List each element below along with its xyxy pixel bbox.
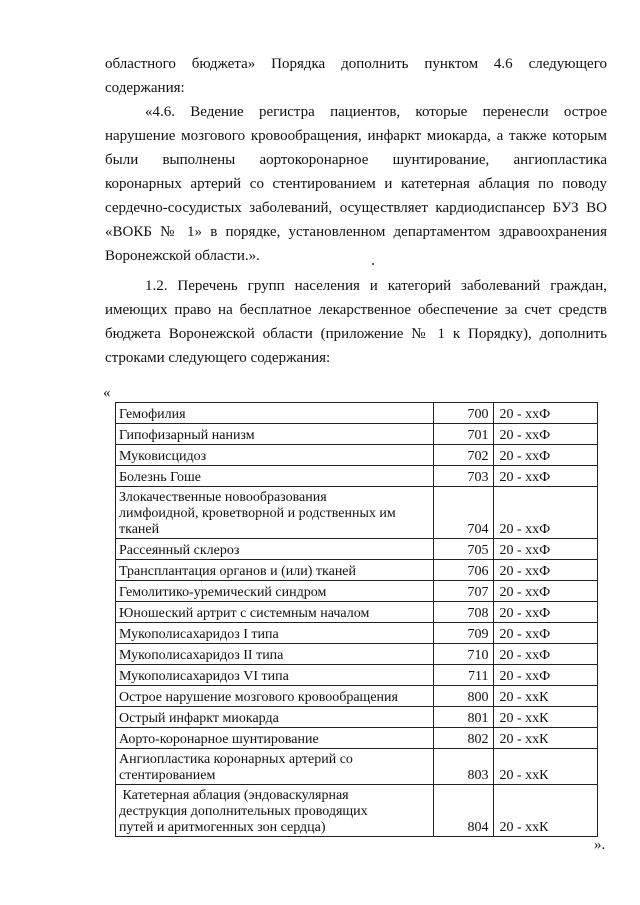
table-row xyxy=(116,445,598,466)
table-row xyxy=(116,487,598,539)
funding-category-cell: 20 - ххФ xyxy=(493,644,597,665)
disease-code-cell: 700 xyxy=(433,403,493,424)
table-row xyxy=(116,539,598,560)
funding-category-cell: 20 - ххК xyxy=(493,686,597,707)
disease-code-cell: 709 xyxy=(433,623,493,644)
funding-category-cell: 20 - ххФ xyxy=(493,487,597,539)
paragraph-3-line-2: имеющих право на бесплатное лекарственное обеспечение за счет средств xyxy=(105,302,607,318)
disease-name-line: лимфоидной, кроветворной и родственных им xyxy=(119,506,396,521)
disease-name-line: Трансплантация органов и (или) тканей xyxy=(119,564,357,579)
funding-category-cell: 20 - ххФ xyxy=(493,623,597,644)
disease-name-cell xyxy=(116,686,434,707)
paragraph-2-line-6: «ВОКБ № 1» в порядке, установленном департаментом здравоохранения xyxy=(105,224,607,240)
table-row xyxy=(116,644,598,665)
disease-code-cell: 706 xyxy=(433,560,493,581)
table-row xyxy=(116,560,598,581)
disease-name-line: тканей xyxy=(119,522,160,537)
table-row xyxy=(116,602,598,623)
funding-category-cell: 20 - ххК xyxy=(493,728,597,749)
disease-name-cell xyxy=(116,602,434,623)
table-row xyxy=(116,466,598,487)
disease-name-cell xyxy=(116,466,434,487)
funding-category-cell: 20 - ххК xyxy=(493,785,597,837)
paragraph-1-line-1: областного бюджета» Порядка дополнить пунктом 4.6 следующего xyxy=(105,56,607,72)
funding-category-cell: 20 - ххФ xyxy=(493,403,597,424)
disease-name-line: путей и аритмогенных зон сердца) xyxy=(119,820,326,835)
table-row xyxy=(116,785,598,837)
disease-name-cell xyxy=(116,445,434,466)
disease-code-cell: 711 xyxy=(433,665,493,686)
disease-code-cell: 800 xyxy=(433,686,493,707)
funding-category-cell: 20 - ххФ xyxy=(493,539,597,560)
disease-name-line: Гипофизарный нанизм xyxy=(119,428,255,443)
disease-code-cell: 801 xyxy=(433,707,493,728)
disease-name-line: Аорто-коронарное шунтирование xyxy=(119,732,319,747)
disease-category-table-body xyxy=(116,403,598,837)
paragraph-2-line-7: Воронежской области.». xyxy=(105,248,260,264)
disease-name-line: Гемолитико-уремический синдром xyxy=(119,585,327,600)
disease-name-line: Катетерная аблация (эндоваскулярная xyxy=(119,788,349,803)
funding-category-cell: 20 - ххФ xyxy=(493,560,597,581)
disease-name-line: Мукополисахаридоз VI типа xyxy=(119,669,289,684)
disease-name-line: Злокачественные новообразования xyxy=(119,490,327,505)
disease-name-line: Муковисцидоз xyxy=(119,449,207,464)
disease-name-line: Острое нарушение мозгового кровообращения xyxy=(119,690,398,705)
disease-name-cell xyxy=(116,581,434,602)
disease-name-line: Гемофилия xyxy=(119,407,186,422)
disease-name-line: деструкция дополнительных проводящих xyxy=(119,804,368,819)
table-row xyxy=(116,403,598,424)
table-row xyxy=(116,686,598,707)
table-row xyxy=(116,424,598,445)
paragraph-2-line-2: нарушение мозгового кровообращения, инфаркт миокарда, а также которым xyxy=(105,128,607,144)
funding-category-cell: 20 - ххК xyxy=(493,707,597,728)
stray-dot-mark xyxy=(372,263,374,265)
paragraph-3-line-4: строками следующего содержания: xyxy=(105,350,331,366)
disease-name-cell xyxy=(116,728,434,749)
disease-code-cell: 708 xyxy=(433,602,493,623)
table-row xyxy=(116,728,598,749)
disease-code-cell: 802 xyxy=(433,728,493,749)
table-row xyxy=(116,749,598,785)
disease-code-cell: 705 xyxy=(433,539,493,560)
disease-name-cell xyxy=(116,403,434,424)
disease-code-cell: 704 xyxy=(433,487,493,539)
paragraph-1-line-2: содержания: xyxy=(105,80,185,96)
table-row xyxy=(116,665,598,686)
disease-name-line: Ангиопластика коронарных артерий со xyxy=(119,752,353,767)
funding-category-cell: 20 - ххФ xyxy=(493,445,597,466)
disease-code-cell: 702 xyxy=(433,445,493,466)
table-open-quote: « xyxy=(103,385,111,401)
disease-name-cell xyxy=(116,539,434,560)
disease-name-line: Мукополисахаридоз II типа xyxy=(119,648,284,663)
disease-category-table xyxy=(115,402,598,837)
table-close-quote: ». xyxy=(594,837,606,853)
disease-name-cell xyxy=(116,665,434,686)
disease-code-cell: 703 xyxy=(433,466,493,487)
disease-code-cell: 803 xyxy=(433,749,493,785)
paragraph-3-line-1: 1.2. Перечень групп населения и категорий заболеваний граждан, xyxy=(145,278,607,294)
disease-name-cell xyxy=(116,424,434,445)
disease-name-line: Мукополисахаридоз I типа xyxy=(119,627,279,642)
disease-name-line: стентированием xyxy=(119,768,216,783)
disease-name-cell xyxy=(116,644,434,665)
disease-code-cell: 710 xyxy=(433,644,493,665)
disease-name-cell xyxy=(116,560,434,581)
disease-name-line: Острый инфаркт миокарда xyxy=(119,711,279,726)
disease-name-line: Юношеский артрит с системным началом xyxy=(119,606,370,621)
disease-name-cell xyxy=(116,707,434,728)
paragraph-2-line-1: «4.6. Ведение регистра пациентов, которые перенесли острое xyxy=(145,104,607,120)
paragraph-2-line-3: были выполнены аортокоронарное шунтирование, ангиопластика xyxy=(105,152,607,168)
disease-name-cell xyxy=(116,487,434,539)
disease-name-cell xyxy=(116,749,434,785)
funding-category-cell: 20 - ххФ xyxy=(493,602,597,623)
funding-category-cell: 20 - ххФ xyxy=(493,424,597,445)
funding-category-cell: 20 - ххФ xyxy=(493,665,597,686)
disease-name-cell xyxy=(116,785,434,837)
table-row xyxy=(116,623,598,644)
disease-name-line: Рассеянный склероз xyxy=(119,543,240,558)
table-row xyxy=(116,581,598,602)
disease-code-cell: 701 xyxy=(433,424,493,445)
funding-category-cell: 20 - ххФ xyxy=(493,466,597,487)
disease-code-cell: 804 xyxy=(433,785,493,837)
disease-name-line: Болезнь Гоше xyxy=(119,470,201,485)
funding-category-cell: 20 - ххК xyxy=(493,749,597,785)
paragraph-3-line-3: бюджета Воронежской области (приложение № 1 к Порядку), дополнить xyxy=(105,326,607,342)
paragraph-2-line-5: сердечно-сосудистых заболеваний, осуществляет кардиодиспансер БУЗ ВО xyxy=(105,200,607,216)
funding-category-cell: 20 - ххФ xyxy=(493,581,597,602)
disease-name-cell xyxy=(116,623,434,644)
disease-code-cell: 707 xyxy=(433,581,493,602)
table-row xyxy=(116,707,598,728)
paragraph-2-line-4: коронарных артерий со стентированием и катетерная аблация по поводу xyxy=(105,176,607,192)
